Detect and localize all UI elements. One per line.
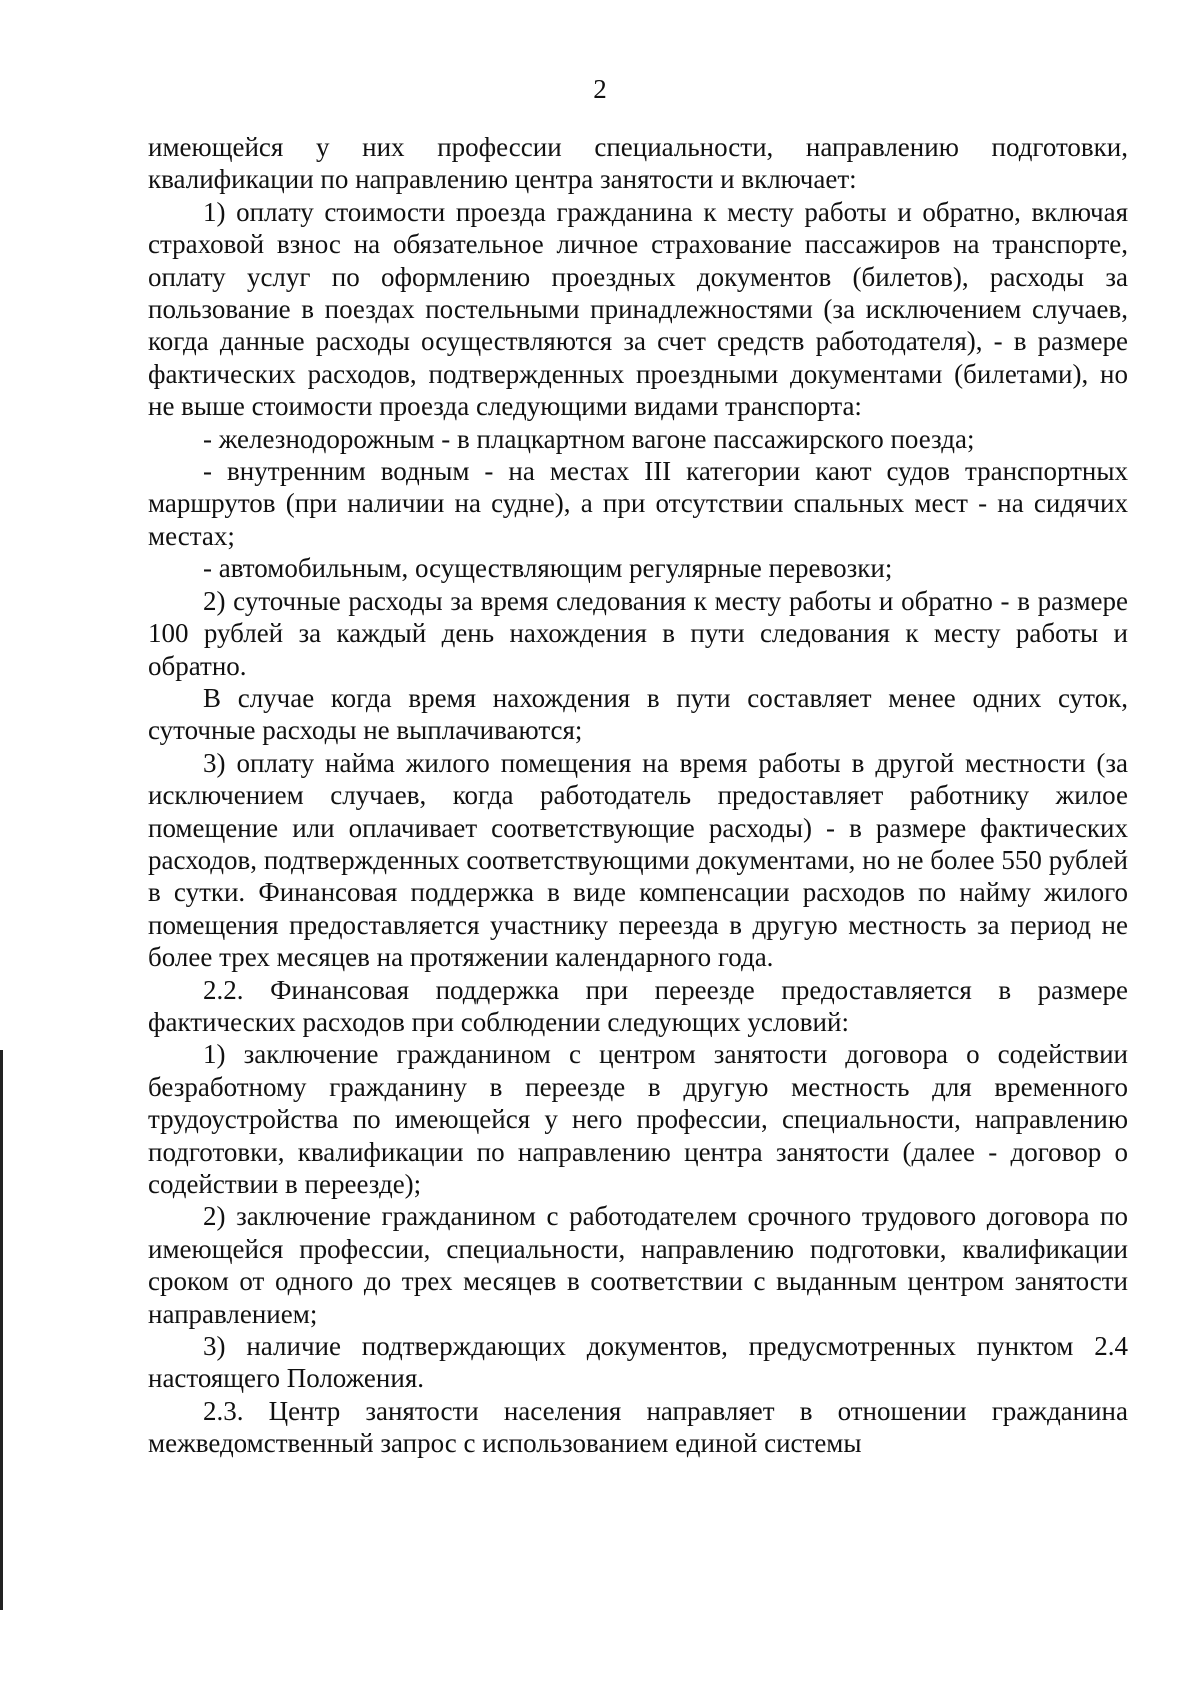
- paragraph-5: - автомобильным, осуществляющим регулярные перевозки;: [203, 553, 893, 584]
- paragraph-13: 2.3. Центр занятости населения направляет в отношении гражданина межведомственный запрос с использованием единой системы: [148, 1395, 1128, 1459]
- paragraph-6: 2) суточные расходы за время следования к месту работы и обратно - в размере 100 рублей за каждый день нахождения в пути следования к месту работы и обратно.: [148, 585, 1128, 681]
- paragraph-12: 3) наличие подтверждающих документов, предусмотренных пунктом 2.4 настоящего Положения.: [148, 1331, 1128, 1394]
- page-number: 2: [593, 74, 607, 104]
- paragraph-7: В случае когда время нахождения в пути составляет менее одних суток, суточные расходы не выплачиваются;: [148, 682, 1128, 746]
- paragraph-10: 1) заключение гражданином с центром занятости договора о содействии безработному гражданину в переезде в другую местность для временного трудоустройства по имеющейся у него профессии, специальности, направлению подготовки, квалификации по направлению центра занятости (далее - договор о содействии в переезде);: [148, 1039, 1128, 1199]
- paragraph-11: 2) заключение гражданином с работодателем срочного трудового договора по имеющейся профессии, специальности, направлению подготовки, квалификации сроком от одного до трех месяцев в соответствии с выданным центром занятости направлением;: [148, 1201, 1128, 1329]
- document-body: [148, 131, 1128, 1460]
- paragraph-4: - внутренним водным - на местах III категории кают судов транспортных маршрутов (при наличии на судне), а при отсутствии спальных мест - на сидячих местах;: [148, 456, 1128, 551]
- scan-margin-line: [0, 1050, 3, 1610]
- paragraph-8: 3) оплату найма жилого помещения на время работы в другой местности (за исключением случаев, когда работодатель предоставляет работнику жилое помещение или оплачивает соответствующие расходы) - в размере фактических расходов, подтвержденных соответствующими документами, но не более 550 рублей в сутки. Финансовая поддержка в виде компенсации расходов по найму жилого помещения предоставляется участнику переезда в другую местность за период не более трех месяцев на протяжении календарного года.: [148, 747, 1128, 973]
- paragraph-1: имеющейся у них профессии специальности, направлению подготовки, квалификации по направлению центра занятости и включает:: [148, 132, 1128, 195]
- paragraph-2: 1) оплату стоимости проезда гражданина к месту работы и обратно, включая страховой взнос на обязательное личное страхование пассажиров на транспорте, оплату услуг по оформлению проездных документов (билетов), расходы за пользование в поездах постельными принадлежностями (за исключением случаев, когда данные расходы осуществляются за счет средств работодателя), - в размере фактических расходов, подтвержденных проездными документами (билетами), но не выше стоимости проезда следующими видами транспорта:: [148, 196, 1128, 422]
- paragraph-9: 2.2. Финансовая поддержка при переезде предоставляется в размере фактических расходов при соблюдении следующих условий:: [148, 974, 1128, 1037]
- paragraph-3: - железнодорожным - в плацкартном вагоне пассажирского поезда;: [203, 423, 975, 454]
